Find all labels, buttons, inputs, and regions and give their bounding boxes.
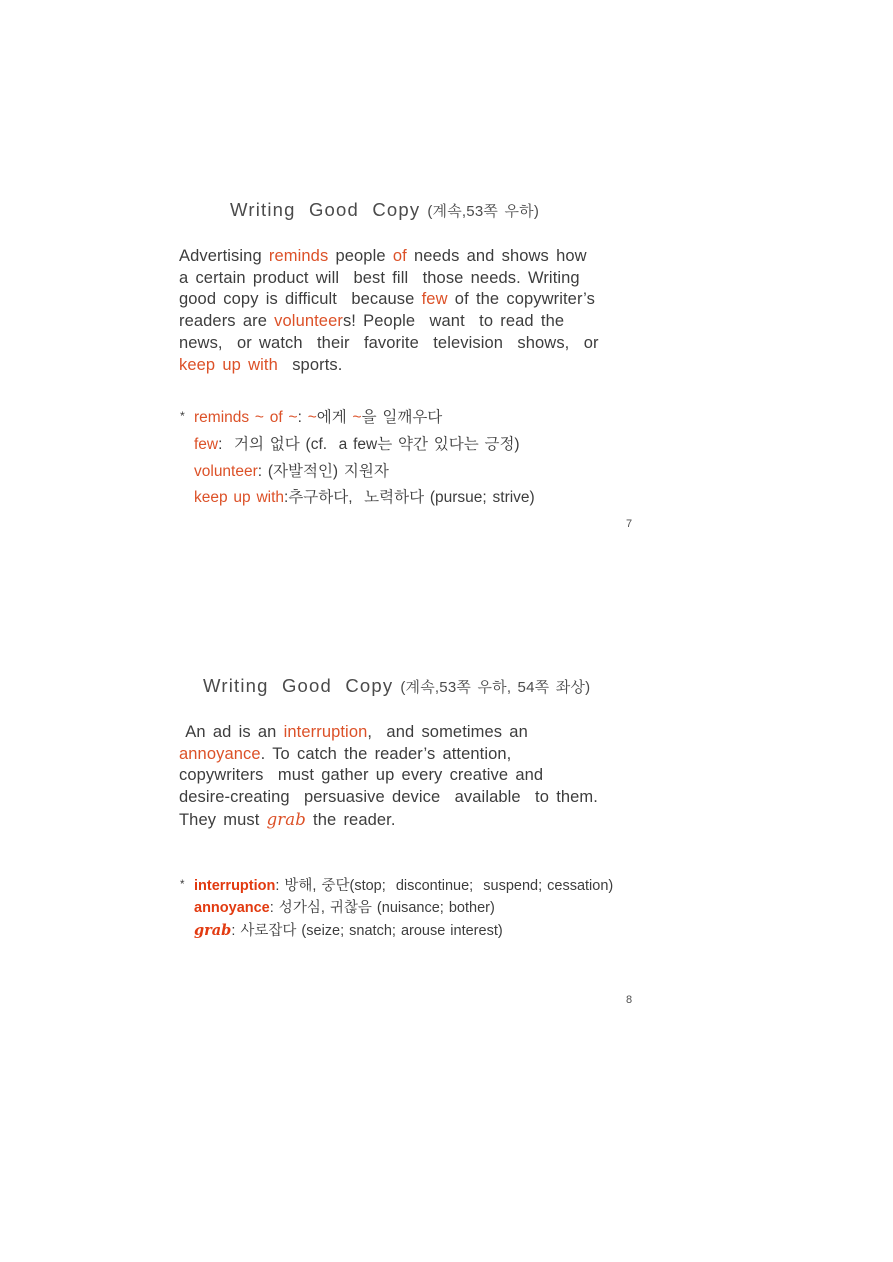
- text-segment: reminds: [268, 247, 329, 265]
- text-segment: *: [180, 409, 185, 423]
- slide-1-paragraph: [179, 246, 659, 376]
- text-segment: 을 일깨우다: [361, 409, 443, 426]
- text-segment: : 성가심, 귀찮음 (nuisance; bother): [269, 900, 495, 917]
- text-segment: readers are: [179, 312, 275, 331]
- text-segment: good copy is difficult because: [179, 290, 422, 309]
- text-segment: :: [297, 409, 308, 426]
- text-segment: volunteer: [274, 312, 343, 331]
- text-segment: of the copywriter’s: [447, 290, 595, 309]
- text-segment: : 거의 없다 (cf. a few는 약간 있다는 긍정): [218, 435, 520, 453]
- text-segment: reminds ~ of ~: [194, 409, 298, 426]
- text-line: [194, 432, 680, 459]
- slide-2-title-text: Writing Good Copy: [203, 675, 394, 696]
- slide-2-title: [203, 663, 590, 700]
- text-line: [179, 765, 659, 787]
- text-segment: people: [328, 247, 393, 265]
- text-segment: :추구하다, 노력하다 (pursue; strive): [284, 489, 535, 507]
- text-segment: keep up with: [179, 355, 278, 374]
- text-line: [179, 355, 659, 377]
- text-segment: s! People want to read the: [342, 312, 565, 331]
- text-segment: needs and shows how: [406, 247, 587, 265]
- slide-1-title-annotation: (계속,53쪽 우하): [427, 203, 540, 220]
- text-line: [179, 787, 659, 809]
- text-segment: sports.: [277, 355, 343, 374]
- text-segment: annoyance: [179, 744, 261, 763]
- text-segment: keep up with: [194, 489, 285, 507]
- text-line: [179, 311, 659, 333]
- text-line: [179, 744, 659, 766]
- slide-1-title: [230, 187, 539, 224]
- text-segment: interruption: [194, 878, 276, 894]
- text-segment: of: [392, 247, 407, 265]
- text-line: [179, 809, 659, 832]
- text-segment: interruption: [283, 723, 368, 741]
- text-segment: ~: [307, 409, 317, 426]
- text-segment: , and sometimes an: [367, 723, 528, 741]
- text-segment: : 사로잡다 (seize; snatch; arouse interest): [231, 922, 503, 939]
- text-segment: volunteer: [194, 462, 258, 480]
- slide-1-vocab-list: [180, 403, 680, 512]
- text-segment: *: [180, 878, 185, 891]
- slide-2-page-number: 8: [626, 994, 633, 1006]
- slide-2-vocab-list: [180, 874, 690, 942]
- slide-1-title-text: Writing Good Copy: [230, 199, 421, 220]
- text-segment: a certain product will best fill those needs. Writing: [179, 268, 580, 287]
- text-segment: They must: [179, 810, 267, 829]
- text-segment: grab: [266, 809, 306, 829]
- text-segment: annoyance: [194, 900, 270, 917]
- text-segment: 에게: [316, 409, 353, 426]
- text-segment: copywriters must gather up every creative and: [179, 766, 544, 785]
- text-line: [179, 333, 659, 355]
- slide-1-page-number: 7: [626, 518, 633, 530]
- text-line: [194, 459, 680, 486]
- text-segment: Advertising: [179, 247, 269, 265]
- text-segment: desire-creating persuasive device available to them.: [179, 788, 598, 807]
- text-line: [194, 920, 690, 942]
- text-line: [194, 485, 680, 512]
- text-segment: : 방해, 중단(stop; discontinue; suspend; cessation): [275, 878, 614, 894]
- text-segment: . To catch the reader’s attention,: [260, 744, 512, 763]
- text-segment: few: [421, 290, 448, 309]
- text-segment: ~: [352, 409, 362, 426]
- text-line: [179, 246, 659, 268]
- text-line: [180, 403, 680, 432]
- text-segment: grab: [194, 921, 232, 939]
- text-line: [180, 874, 690, 897]
- text-segment: few: [194, 435, 219, 453]
- text-line: [179, 722, 659, 744]
- text-line: [194, 897, 690, 919]
- text-segment: the reader.: [305, 810, 396, 829]
- slide-2-title-annotation: (계속,53쪽 우하, 54쪽 좌상): [400, 679, 591, 696]
- slide-2-paragraph: [179, 722, 659, 832]
- text-segment: : (자발적인) 지원자: [257, 462, 389, 480]
- text-line: [179, 289, 659, 311]
- text-line: [179, 268, 659, 290]
- text-segment: An ad is an: [179, 723, 284, 741]
- text-segment: news, or watch their favorite television shows, or: [179, 333, 599, 352]
